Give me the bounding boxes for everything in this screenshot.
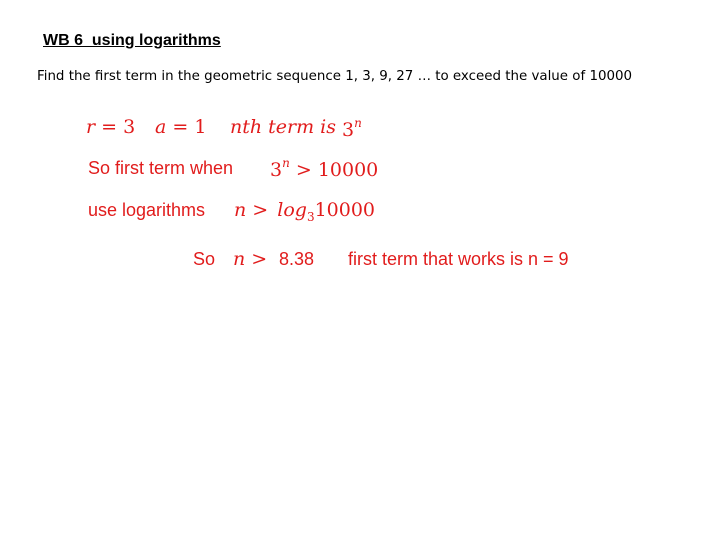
nth-term-expression: [342, 116, 362, 141]
first-term-equation: [155, 116, 206, 138]
inequality-label: So first term when: [88, 158, 234, 178]
ratio-value: = 3: [95, 116, 136, 138]
result-conclusion: first term that works is n = 9: [348, 249, 569, 269]
slide-title: WB 6 using logarithms: [43, 32, 221, 49]
result-so: So: [193, 249, 216, 269]
problem-statement: [37, 69, 632, 84]
inequality-rhs: > 10000: [289, 159, 379, 181]
problem-text-tail: 0000: [597, 69, 633, 84]
inequality-base: 3: [270, 159, 283, 181]
log-symbol: log: [277, 199, 307, 221]
ratio-symbol: r: [86, 116, 96, 138]
first-term-value: = 1: [166, 116, 207, 138]
ratio-equation: [86, 116, 135, 138]
inequality-expression: [270, 156, 378, 181]
problem-text: Find the first term in the geometric sequence 1, 3, 9, 27 … to exceed the value of 1: [37, 69, 598, 84]
first-term-symbol: a: [155, 116, 167, 138]
result-value: 8.38: [279, 249, 315, 269]
logarithm-label: use logarithms: [88, 200, 206, 220]
nth-term-label: nth term is: [230, 116, 336, 138]
logarithm-lhs: n >: [234, 199, 269, 221]
log-base: 3: [306, 210, 315, 224]
result-lhs: n >: [233, 248, 268, 270]
nth-term-exponent: n: [354, 116, 362, 130]
nth-term-base: 3: [342, 119, 355, 141]
inequality-exponent: n: [282, 156, 290, 170]
log-argument: 10000: [314, 199, 376, 221]
logarithm-expression: [234, 199, 375, 224]
